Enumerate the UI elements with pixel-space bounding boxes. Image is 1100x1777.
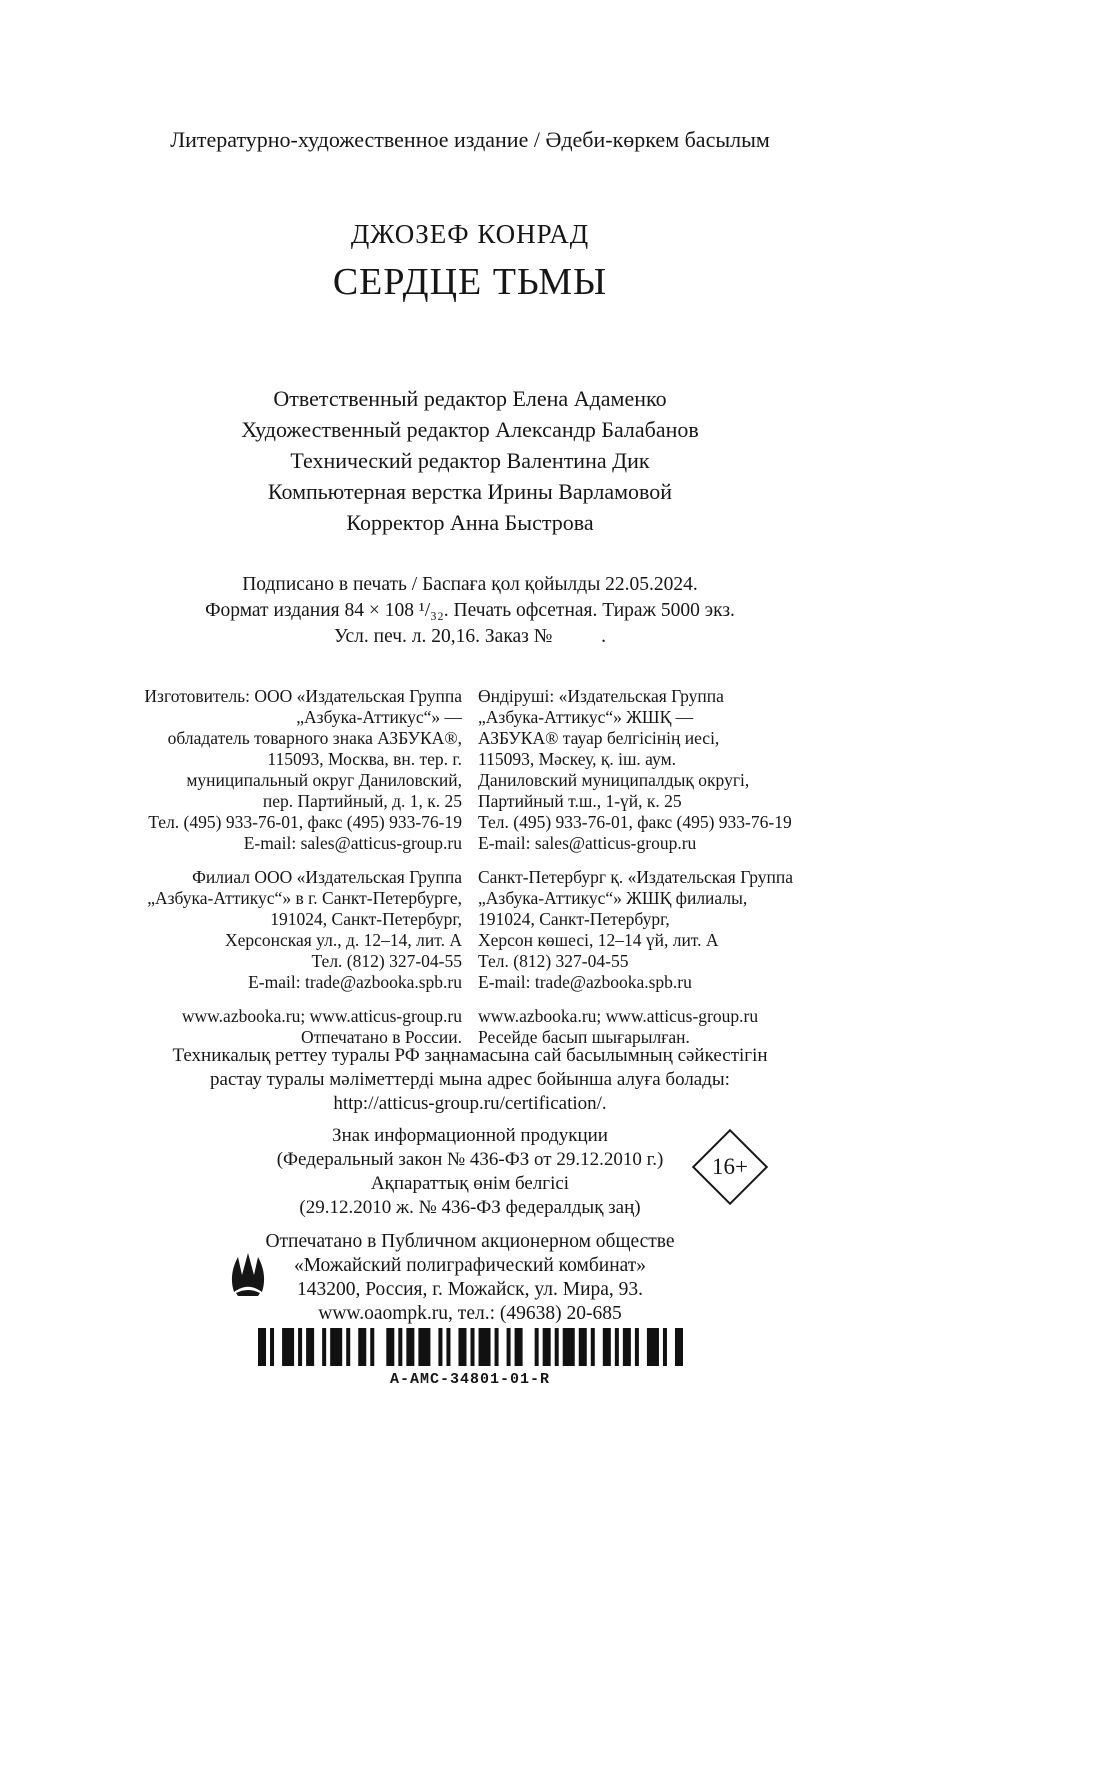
info-sign-line: Знак информационной продукции bbox=[332, 1125, 608, 1146]
publisher-line: E-mail: trade@azbooka.spb.ru bbox=[478, 972, 692, 992]
editorial-credits bbox=[110, 383, 830, 538]
print-detail-line: Подписано в печать / Баспаға қол қойылды 22.05.2024. bbox=[242, 574, 698, 595]
publisher-line: „Азбука-Аттикус“» — bbox=[296, 707, 462, 727]
barcode-code: A-AMC-34801-01-R bbox=[389, 1371, 551, 1388]
certification-line: растау туралы мәліметтерді мына адрес бойынша алуға болады: bbox=[210, 1069, 730, 1090]
publisher-line: 191024, Санкт-Петербург, bbox=[270, 909, 462, 929]
websites-ru bbox=[110, 1006, 462, 1048]
publisher-column-kz bbox=[478, 686, 830, 1048]
barcode-bars-icon bbox=[258, 1328, 683, 1366]
publisher-column-ru bbox=[110, 686, 462, 1048]
publisher-line: Даниловский муниципалдық округі, bbox=[478, 770, 750, 790]
printing-house-line: «Можайский полиграфический комбинат» bbox=[293, 1255, 647, 1276]
publisher-line: www.azbooka.ru; www.atticus-group.ru bbox=[181, 1006, 462, 1026]
branch-address-ru bbox=[110, 867, 462, 993]
publisher-line: Отпечатано в России. bbox=[301, 1027, 462, 1047]
printing-house-line: 143200, Россия, г. Можайск, ул. Мира, 93. bbox=[296, 1279, 644, 1300]
publisher-address-ru bbox=[110, 686, 462, 854]
publisher-line: Тел. (495) 933-76-01, факс (495) 933-76-19 bbox=[148, 812, 462, 832]
publisher-line: www.azbooka.ru; www.atticus-group.ru bbox=[478, 1006, 759, 1026]
publisher-line: Ресейде басып шығарылған. bbox=[478, 1027, 690, 1047]
info-sign-line: (Федеральный закон № 436-ФЗ от 29.12.2010 г.) bbox=[276, 1149, 664, 1170]
publisher-line: Филиал ООО «Издательская Группа bbox=[192, 867, 462, 887]
publisher-line: Тел. (812) 327-04-55 bbox=[311, 951, 462, 971]
publisher-line: обладатель товарного знака АЗБУКА®, bbox=[167, 728, 462, 748]
publisher-address-kz bbox=[478, 686, 830, 854]
publisher-line: Изготовитель: ООО «Издательская Группа bbox=[144, 686, 462, 706]
publisher-line: Херсонская ул., д. 12–14, лит. А bbox=[224, 930, 462, 950]
printing-house-line: www.oaompk.ru, тел.: (49638) 20-685 bbox=[318, 1303, 622, 1324]
publisher-line: АЗБУКА® тауар белгісінің иесі, bbox=[478, 728, 720, 748]
publisher-columns bbox=[110, 686, 830, 1048]
info-product-sign bbox=[110, 1124, 830, 1234]
print-detail-line: Усл. печ. л. 20,16. Заказ № . bbox=[334, 626, 606, 647]
age-rating-label: 16+ bbox=[712, 1153, 748, 1179]
publisher-line: Өндіруші: «Издательская Группа bbox=[478, 686, 724, 706]
publisher-line: E-mail: trade@azbooka.spb.ru bbox=[248, 972, 462, 992]
credit-line: Ответственный редактор Елена Адаменко bbox=[273, 386, 667, 411]
printing-house-note bbox=[110, 1230, 830, 1326]
publisher-line: Санкт-Петербург қ. «Издательская Группа bbox=[478, 867, 793, 887]
branch-address-kz bbox=[478, 867, 830, 993]
book-title: СЕРДЦЕ ТЬМЫ bbox=[332, 261, 608, 303]
barcode bbox=[110, 1328, 830, 1388]
publisher-line: „Азбука-Аттикус“» в г. Санкт-Петербурге, bbox=[147, 888, 462, 908]
publisher-line: 115093, Мәскеу, қ. іш. аум. bbox=[478, 749, 677, 769]
info-sign-line: Ақпараттық өнім белгісі bbox=[370, 1173, 570, 1194]
publisher-line: пер. Партийный, д. 1, к. 25 bbox=[262, 791, 462, 811]
printing-house-line: Отпечатано в Публичном акционерном обществе bbox=[265, 1231, 675, 1252]
publisher-line: муниципальный округ Даниловский, bbox=[186, 770, 462, 790]
imprint-content bbox=[110, 0, 830, 1777]
publisher-line: „Азбука-Аттикус“» ЖШҚ филиалы, bbox=[478, 888, 748, 908]
certification-line: Техникалық реттеу туралы РФ заңнамасына сай басылымның сәйкестігін bbox=[172, 1045, 768, 1066]
info-sign-line: (29.12.2010 ж. № 436-ФЗ федералдық заң) bbox=[299, 1197, 641, 1218]
publisher-line: Партийный т.ш., 1-үй, к. 25 bbox=[478, 791, 682, 811]
edition-type-line: Литературно-художественное издание / Әдеби-көркем басылым bbox=[170, 127, 770, 152]
publisher-line: Тел. (812) 327-04-55 bbox=[478, 951, 629, 971]
publisher-line: 115093, Москва, вн. тер. г. bbox=[267, 749, 462, 769]
printing-house-logo-icon bbox=[228, 1252, 268, 1296]
certification-line: http://atticus-group.ru/certification/. bbox=[333, 1093, 607, 1114]
publisher-line: 191024, Санкт-Петербург, bbox=[478, 909, 670, 929]
credit-line: Художественный редактор Александр Балабанов bbox=[241, 417, 699, 442]
publisher-line: E-mail: sales@atticus-group.ru bbox=[243, 833, 462, 853]
publisher-line: E-mail: sales@atticus-group.ru bbox=[478, 833, 697, 853]
certification-note bbox=[110, 1044, 830, 1116]
credit-line: Корректор Анна Быстрова bbox=[346, 510, 594, 535]
print-run-details bbox=[110, 572, 830, 650]
websites-kz bbox=[478, 1006, 830, 1048]
credit-line: Технический редактор Валентина Дик bbox=[290, 448, 650, 473]
print-detail-line: Формат издания 84 × 108 ¹/₃₂. Печать офсетная. Тираж 5000 экз. bbox=[205, 600, 735, 621]
book-author: ДЖОЗЕФ КОНРАД bbox=[350, 219, 590, 249]
publisher-line: Херсон көшесі, 12–14 үй, лит. А bbox=[478, 930, 719, 950]
publisher-line: „Азбука-Аттикус“» ЖШҚ — bbox=[478, 707, 694, 727]
publisher-line: Тел. (495) 933-76-01, факс (495) 933-76-19 bbox=[478, 812, 792, 832]
credit-line: Компьютерная верстка Ирины Варламовой bbox=[267, 479, 673, 504]
